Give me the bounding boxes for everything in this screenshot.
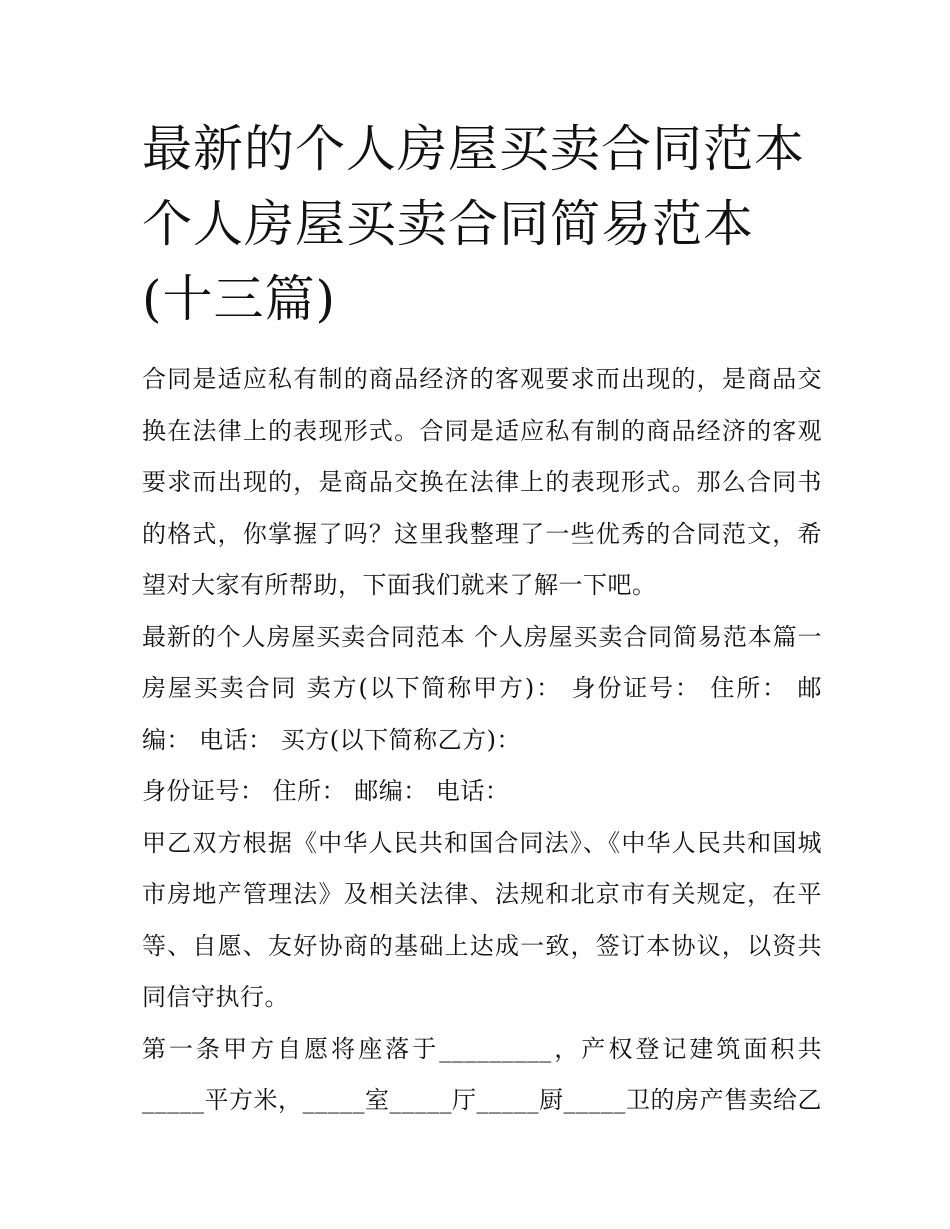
document-body xyxy=(142,354,822,1127)
document-title: 最新的个人房屋买卖合同范本 个人房屋买卖合同简易范本(十三篇) xyxy=(142,120,805,328)
paragraph-legal-basis: 甲乙双方根据《中华人民共和国合同法》、《中华人民共和国城市房地产管理法》及相关法律、法规和北京市有关规定，在平等、自愿、友好协商的基础上达成一致，签订本协议，以资共同信守执行。 xyxy=(142,828,822,1011)
paragraph-contract-parties: 最新的个人房屋买卖合同范本 个人房屋买卖合同简易范本篇一 房屋买卖合同 卖方(以下简称甲方)： 身份证号： 住所： 邮编： 电话： 买方(以下简称乙方)： xyxy=(142,622,822,754)
paragraph-intro: 合同是适应私有制的商品经济的客观要求而出现的，是商品交换在法律上的表现形式。合同是适应私有制的商品经济的客观要求而出现的，是商品交换在法律上的表现形式。那么合同书的格式，你掌握了吗？这里我整理了一些优秀的合同范文，希望对大家有所帮助，下面我们就来了解一下吧。 xyxy=(142,365,822,599)
paragraph-article-one: 第一条甲方自愿将座落于_________，产权登记建筑面积共_____平方米，_____室_____厅_____厨_____卫的房产售卖给乙 xyxy=(142,1034,822,1114)
paragraph-buyer-info: 身份证号： 住所： 邮编： 电话： xyxy=(142,777,510,805)
